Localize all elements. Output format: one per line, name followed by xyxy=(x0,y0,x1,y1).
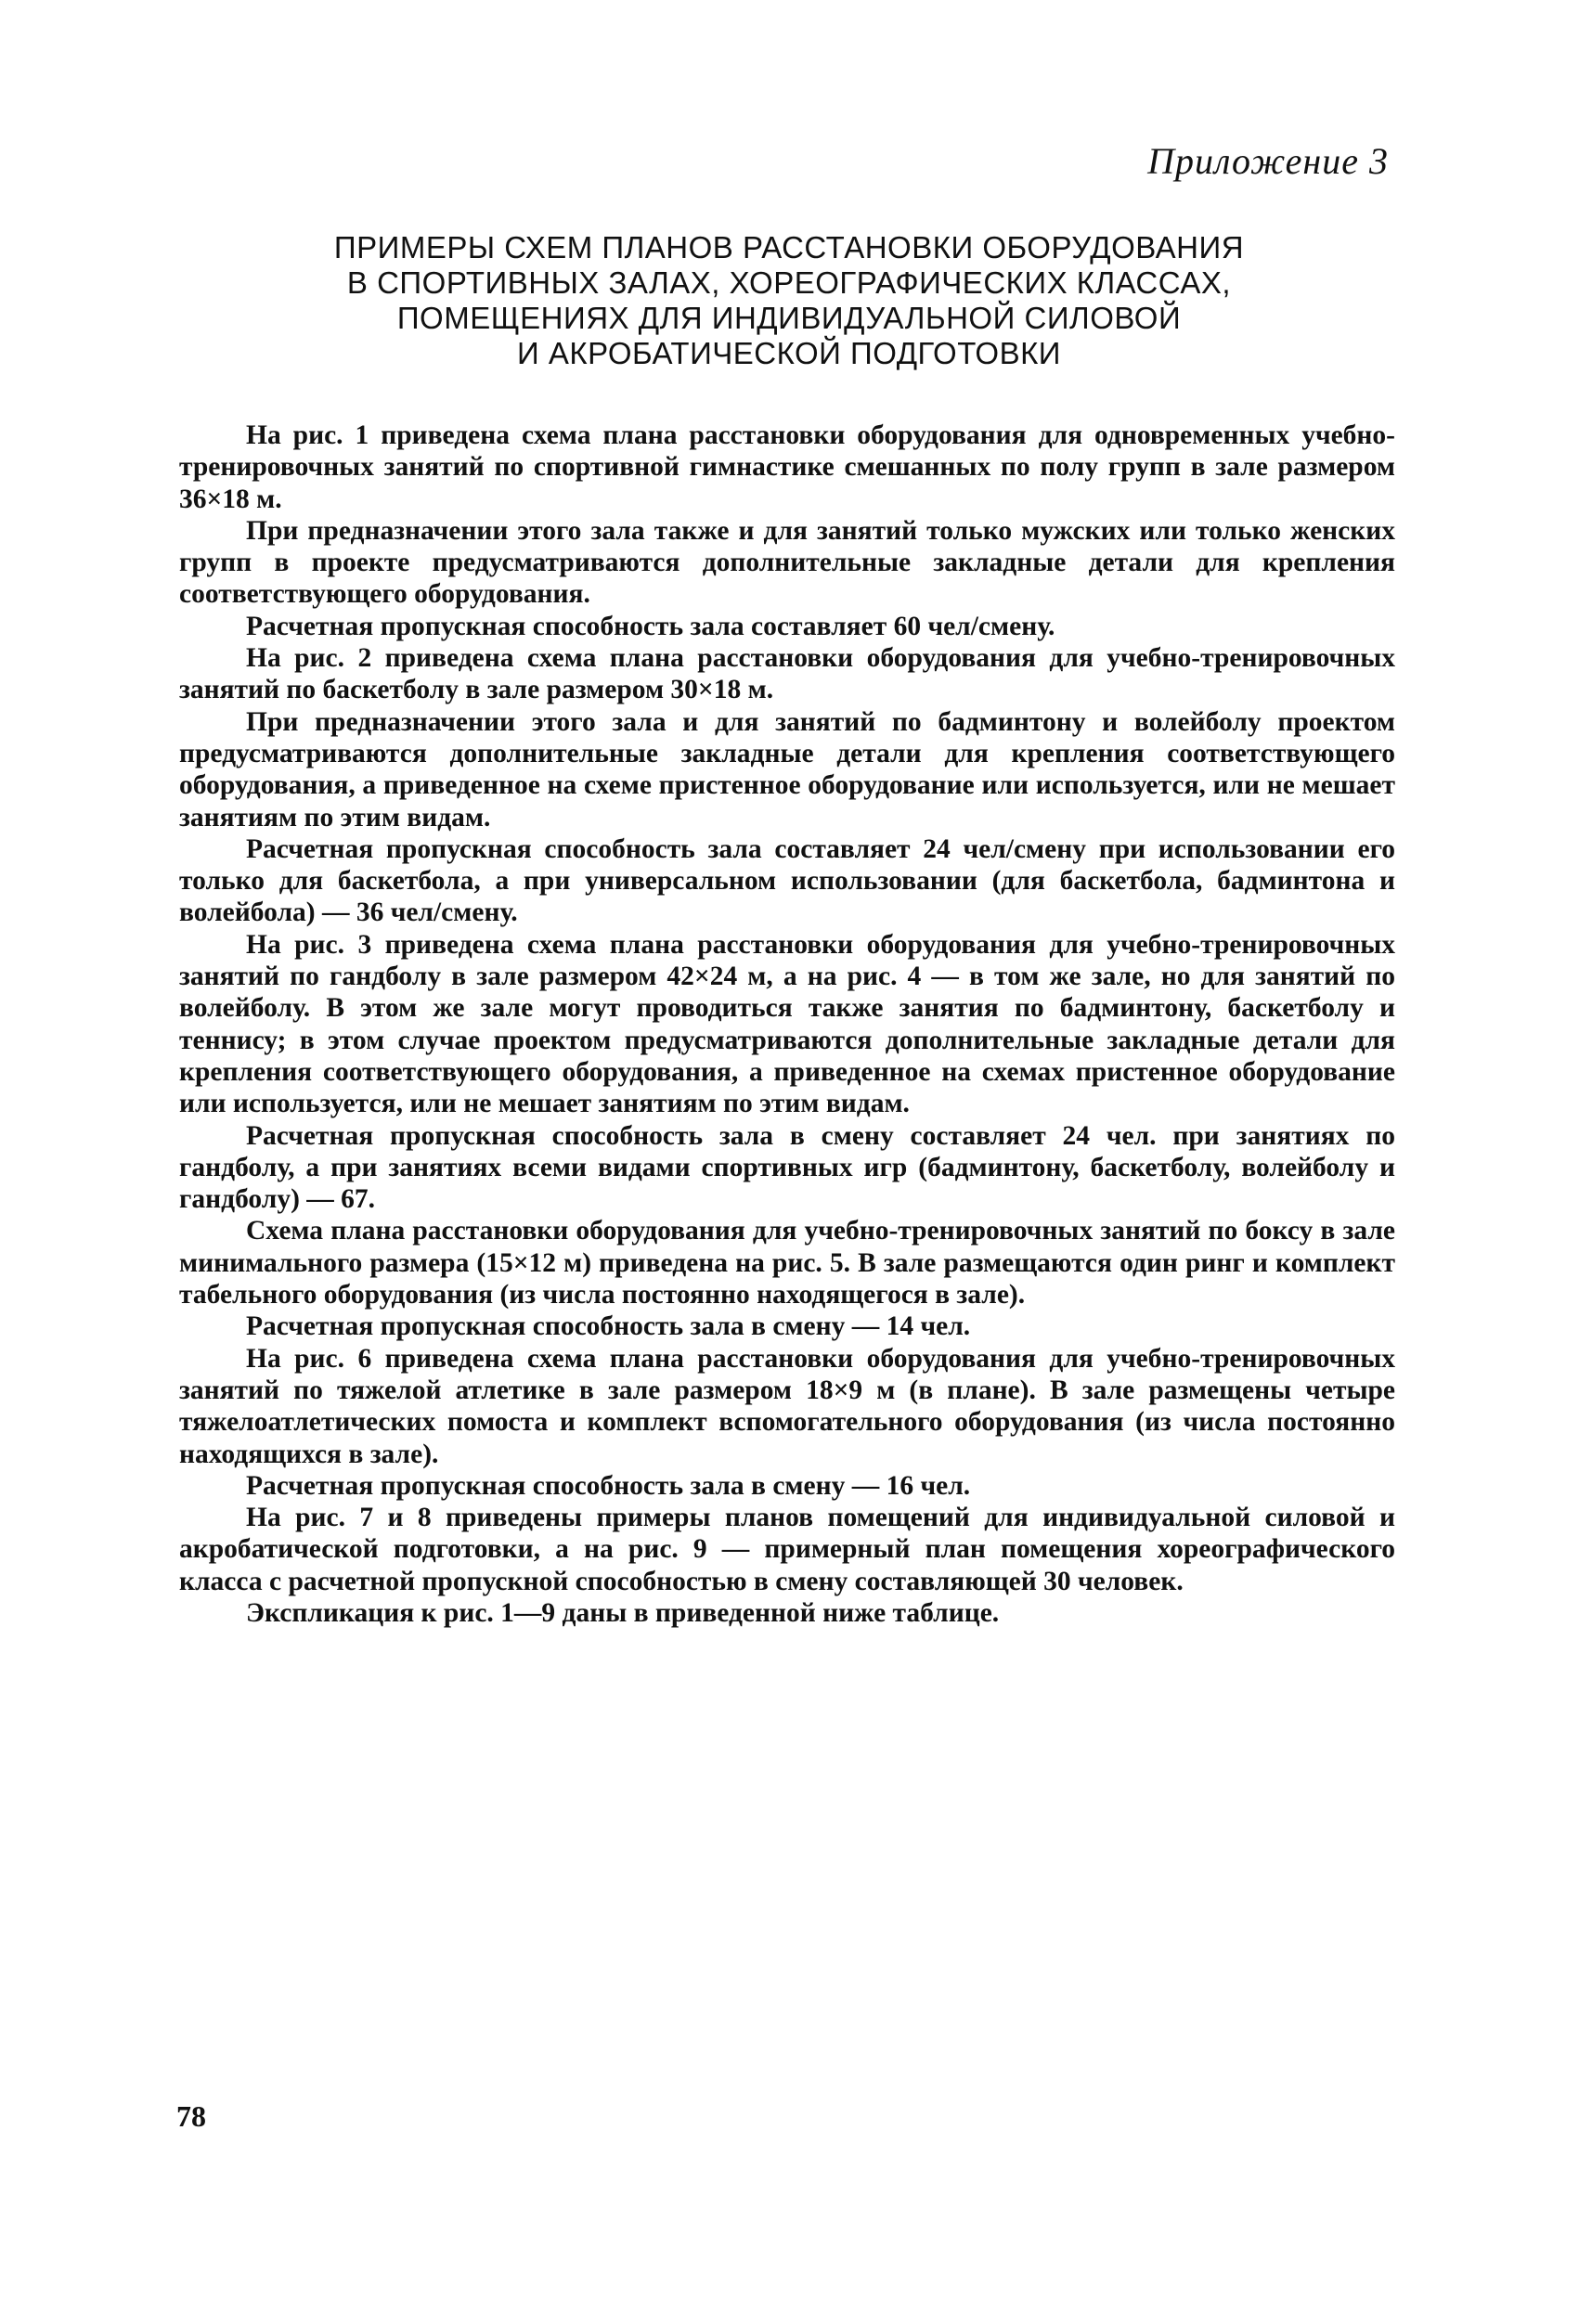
paragraph: На рис. 1 приведена схема плана расстановки оборудования для одновременных учебно-тренировочных занятий по спортивной гимнастике смешанных по полу групп в зале размером 36×18 м. xyxy=(179,420,1395,514)
paragraph: Расчетная пропускная способность зала составляет 60 чел/смену. xyxy=(246,611,1055,641)
paragraph: Экспликация к рис. 1—9 даны в приведенной ниже таблице. xyxy=(246,1597,1000,1628)
paragraph: На рис. 3 приведена схема плана расстановки оборудования для учебно-тренировочных занятий по гандболу в зале размером 42×24 м, а на рис. 4 — в том же зале, но для занятий по волейболу. В этом же зале могут проводиться также занятия по бадминтону, баскетболу и теннису; в этом случае проектом предусматриваются дополнительные закладные детали для крепления соответствующего оборудования, а приведенное на схемах пристенное оборудование или используется, или не мешает занятиям по этим видам. xyxy=(179,929,1395,1119)
paragraph: При предназначении этого зала и для занятий по бадминтону и волейболу проектом предусматриваются дополнительные закладные детали для крепления соответствующего оборудования, а приведенное на схеме пристенное оборудование или используется, или не мешает занятиям по этим видам. xyxy=(179,706,1395,833)
page-number: 78 xyxy=(176,2099,206,2133)
paragraph: На рис. 2 приведена схема плана расстановки оборудования для учебно-тренировочных занятий по баскетболу в зале размером 30×18 м. xyxy=(179,643,1395,705)
paragraph: На рис. 6 приведена схема плана расстановки оборудования для учебно-тренировочных занятий по тяжелой атлетике в зале размером 18×9 м (в плане). В зале размещены четыре тяжелоатлетических помоста и комплект вспомогательного оборудования (из числа постоянно находящихся в зале). xyxy=(179,1343,1395,1469)
appendix-label: Приложение 3 xyxy=(1147,140,1389,182)
paragraph: Расчетная пропускная способность зала в смену — 14 чел. xyxy=(246,1311,971,1342)
paragraph: Схема плана расстановки оборудования для учебно-тренировочных занятий по боксу в зале минимального размера (15×12 м) приведена на рис. 5. В зале размещаются один ринг и комплект табельного оборудования (из числа постоянно находящегося в зале). xyxy=(179,1216,1395,1310)
paragraph: На рис. 7 и 8 приведены примеры планов помещений для индивидуальной силовой и акробатической подготовки, а на рис. 9 — примерный план помещения хореографического класса с расчетной пропускной способностью в смену составляющей 30 человек. xyxy=(179,1503,1395,1596)
paragraph: При предназначении этого зала также и для занятий только мужских или только женских групп в проекте предусматриваются дополнительные закладные детали для крепления соответствующего оборудования. xyxy=(179,515,1395,610)
heading-line: ПРИМЕРЫ СХЕМ ПЛАНОВ РАССТАНОВКИ ОБОРУДОВАНИЯ xyxy=(333,230,1245,265)
heading-line: ПОМЕЩЕНИЯХ ДЛЯ ИНДИВИДУАЛЬНОЙ СИЛОВОЙ xyxy=(396,301,1182,335)
heading-line: И АКРОБАТИЧЕСКОЙ ПОДГОТОВКИ xyxy=(516,336,1062,370)
heading-line: В СПОРТИВНЫХ ЗАЛАХ, ХОРЕОГРАФИЧЕСКИХ КЛАССАХ, xyxy=(346,265,1232,300)
paragraph: Расчетная пропускная способность зала в смену — 16 чел. xyxy=(246,1470,971,1501)
paragraph: Расчетная пропускная способность зала в смену составляет 24 чел. при занятиях по гандболу, а при занятиях всеми видами спортивных игр (бадминтону, баскетболу, волейболу и гандболу) — 67. xyxy=(179,1120,1395,1215)
body-text xyxy=(179,420,1395,1629)
paragraph: Расчетная пропускная способность зала составляет 24 чел/смену при использовании его только для баскетбола, а при универсальном использовании (для баскетбола, бадминтона и волейбола) — 36 чел/смену. xyxy=(179,833,1395,928)
section-heading xyxy=(214,230,1365,371)
